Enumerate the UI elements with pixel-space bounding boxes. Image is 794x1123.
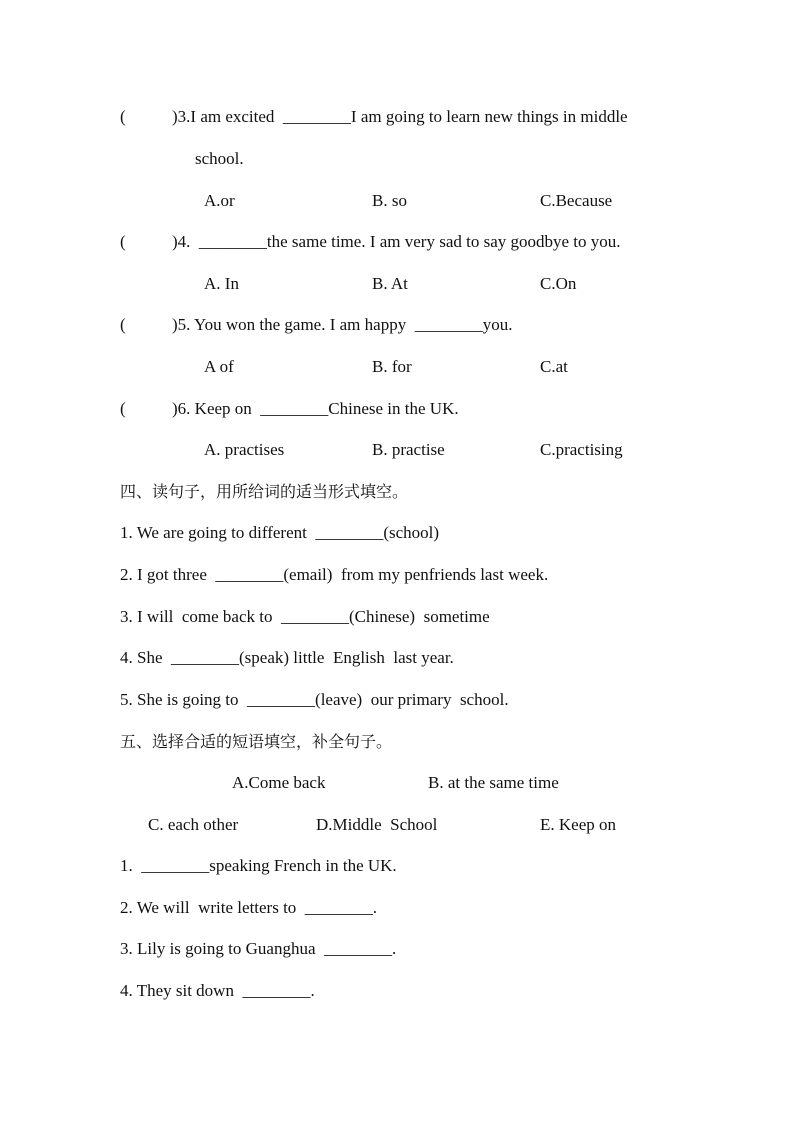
q5-paren: ( — [120, 315, 126, 334]
q3-stem: )3.I am excited ________I am going to learn new things in middle — [172, 107, 628, 126]
q5-option-c: C.at — [540, 357, 568, 376]
q4-stem: )4. ________the same time. I am very sad to say goodbye to you. — [172, 232, 621, 251]
q3-paren: ( — [120, 107, 126, 126]
section4-item-5: 5. She is going to ________(leave) our primary school. — [120, 690, 509, 709]
section4-heading: 四、读句子，用所给词的适当形式填空。 — [120, 482, 409, 501]
q4-paren: ( — [120, 232, 126, 251]
q3-option-c: C.Because — [540, 191, 613, 210]
phrase-a: A.Come back — [232, 773, 326, 792]
phrase-e: E. Keep on — [540, 815, 617, 834]
section5-item-4: 4. They sit down ________. — [120, 981, 315, 1000]
q6-option-b: B. practise — [372, 440, 445, 459]
section4-item-4: 4. She ________(speak) little English last year. — [120, 648, 454, 667]
q4-option-a: A. In — [204, 274, 239, 293]
q6-option-a: A. practises — [204, 440, 285, 459]
q6-paren: ( — [120, 399, 126, 418]
q4-option-c: C.On — [540, 274, 577, 293]
section5-item-2: 2. We will write letters to ________. — [120, 898, 378, 917]
phrase-d: D.Middle School — [316, 815, 438, 834]
q3-option-b: B. so — [372, 191, 407, 210]
q6-stem: )6. Keep on ________Chinese in the UK. — [172, 399, 459, 418]
q5-stem: )5. You won the game. I am happy ________you. — [172, 315, 513, 334]
section5-item-1: 1. ________speaking French in the UK. — [120, 856, 397, 875]
q4-option-b: B. At — [372, 274, 408, 293]
q3-option-a: A.or — [204, 191, 235, 210]
section4-item-2: 2. I got three ________(email) from my penfriends last week. — [120, 565, 549, 584]
q5-option-a: A of — [204, 357, 234, 376]
phrase-b: B. at the same time — [428, 773, 559, 792]
section5-item-3: 3. Lily is going to Guanghua ________. — [120, 939, 397, 958]
q5-option-b: B. for — [372, 357, 412, 376]
section4-item-3: 3. I will come back to ________(Chinese) sometime — [120, 607, 490, 626]
phrase-c: C. each other — [148, 815, 239, 834]
section5-heading: 五、选择合适的短语填空，补全句子。 — [120, 732, 393, 751]
q6-option-c: C.practising — [540, 440, 623, 459]
section4-item-1: 1. We are going to different ________(school) — [120, 523, 440, 542]
q3-stem-continued: school. — [195, 149, 244, 168]
